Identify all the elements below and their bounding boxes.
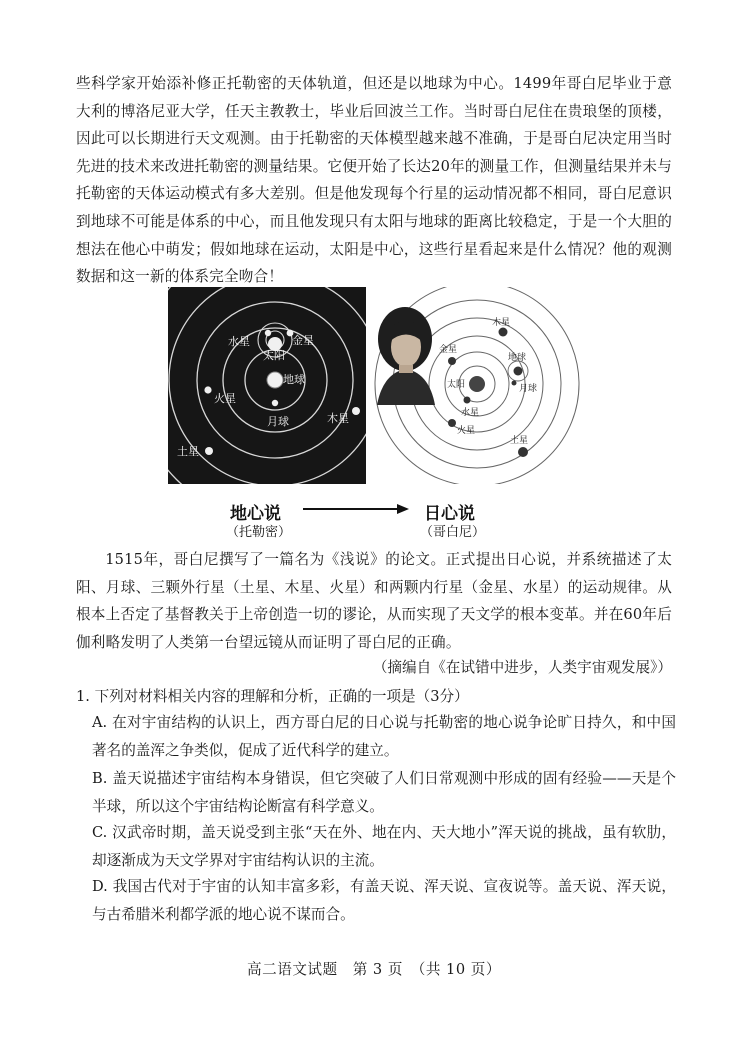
helio-sun bbox=[469, 376, 485, 392]
option-d-text: 我国古代对于宇宙的认知丰富多彩，有盖天说、浑天说、宣夜说等。盖天说、浑天说，与古希腊米利都学派的地心说不谋而合。 bbox=[92, 878, 676, 923]
helio-label-sun: 太阳 bbox=[447, 380, 466, 390]
geocentric-diagram bbox=[168, 287, 366, 484]
geocentric-heliocentric-figure bbox=[168, 287, 580, 549]
helio-label-moon: 月球 bbox=[519, 384, 538, 394]
geo-label-mercury: 水星 bbox=[228, 335, 250, 348]
helio-label-jupiter: 木星 bbox=[492, 318, 511, 328]
geo-label-jupiter: 木星 bbox=[327, 412, 349, 425]
helio-saturn bbox=[518, 447, 528, 457]
option-b-text: 盖天说描述宇宙结构本身错误，但它突破了人们日常观测中形成的固有经验——天是个半球，所以这个宇宙结构论断富有科学意义。 bbox=[92, 770, 676, 815]
helio-jupiter bbox=[499, 328, 508, 337]
helio-mars bbox=[448, 419, 456, 427]
option-c-tag: C. bbox=[92, 824, 108, 841]
heliocentric-diagram bbox=[373, 287, 580, 484]
arrow-icon bbox=[301, 501, 411, 517]
option-d bbox=[92, 873, 676, 929]
passage-paragraph-2: 1515年，哥白尼撰写了一篇名为《浅说》的论文。正式提出日心说，并系统描述了太阳、月球、三颗外行星（土星、木星、火星）和两颗内行星（金星、水星）的运动规律。从根本上否定了基督教关于上帝创造一切的谬论，从而实现了天文学的根本变革。并在60年后伽利略发明了人类第一台望远镜从而证明了哥白尼的正确。 bbox=[76, 551, 672, 651]
caption-heliocentric: 日心说 bbox=[424, 504, 475, 524]
option-a-tag: A. bbox=[92, 714, 108, 731]
geo-jupiter bbox=[352, 407, 360, 415]
passage-paragraph-1: 些科学家开始添补修正托勒密的天体轨道，但还是以地球为中心。1499年哥白尼毕业于意大利的博洛尼亚大学，任天主教教士，毕业后回波兰工作。当时哥白尼住在贵琅堡的顶楼，因此可以长期进行天文观测。由于托勒密的天体模型越来越不准确，于是哥白尼决定用当时先进的技术来改进托勒密的测量结果。它便开始了长达20年的测量工作，但测量结果并未与托勒密的天体运动模式有多大差别。但是他发现每个行星的运动情况都不相同，哥白尼意识到地球不可能是体系的中心，而且他发现只有太阳与地球的距离比较稳定，于是一个大胆的想法在他心中萌发；假如地球在运动，太阳是中心，这些行星看起来是什么情况？他的观测数据和这一新的体系完全吻合！ bbox=[76, 75, 672, 286]
helio-label-venus: 金星 bbox=[439, 345, 458, 355]
option-a-text: 在对宇宙结构的认识上，西方哥白尼的日心说与托勒密的地心说争论旷日持久，和中国著名的盖浑之争类似，促成了近代科学的建立。 bbox=[92, 714, 677, 759]
geo-mars bbox=[204, 386, 211, 393]
caption-heliocentric-sub: （哥白尼） bbox=[420, 525, 486, 540]
geo-moon bbox=[272, 400, 278, 406]
geo-earth bbox=[267, 372, 283, 388]
source-citation: （摘编自《在试错中进步，人类宇宙观发展》） bbox=[372, 659, 672, 676]
option-d-tag: D. bbox=[92, 878, 108, 895]
geo-label-sun: 太阳 bbox=[263, 349, 285, 362]
helio-mercury bbox=[464, 397, 471, 404]
geo-label-venus: 金星 bbox=[292, 334, 314, 347]
geo-label-moon: 月球 bbox=[267, 415, 289, 428]
helio-label-mercury: 水星 bbox=[461, 408, 480, 418]
geo-label-mars: 火星 bbox=[214, 392, 236, 405]
geo-saturn bbox=[205, 447, 213, 455]
option-a bbox=[92, 709, 676, 765]
geo-label-earth: 地球 bbox=[283, 373, 305, 386]
helio-earth bbox=[514, 367, 523, 376]
question-stem: 1. 下列对材料相关内容的理解和分析，正确的一项是（3分） bbox=[76, 688, 469, 705]
option-b bbox=[92, 765, 676, 821]
caption-geocentric: 地心说 bbox=[230, 504, 281, 524]
geo-label-saturn: 土星 bbox=[177, 445, 199, 458]
caption-geocentric-sub: （托勒密） bbox=[226, 525, 292, 540]
page-footer: 高二语文试题 第 3 页 （共 10 页） bbox=[247, 961, 501, 978]
helio-venus bbox=[448, 357, 456, 365]
option-c bbox=[92, 819, 676, 875]
helio-label-earth: 地球 bbox=[508, 353, 527, 363]
helio-label-saturn: 土星 bbox=[510, 436, 529, 446]
geo-mercury bbox=[265, 330, 271, 336]
copernicus-portrait-icon bbox=[377, 307, 435, 405]
option-c-text: 汉武帝时期，盖天说受到主张“天在外、地在内、天大地小”浑天说的挑战，虽有软肋，却逐渐成为天文学界对宇宙结构认识的主流。 bbox=[92, 824, 676, 869]
helio-moon bbox=[512, 381, 517, 386]
option-b-tag: B. bbox=[92, 770, 108, 787]
helio-label-mars: 火星 bbox=[457, 426, 476, 436]
